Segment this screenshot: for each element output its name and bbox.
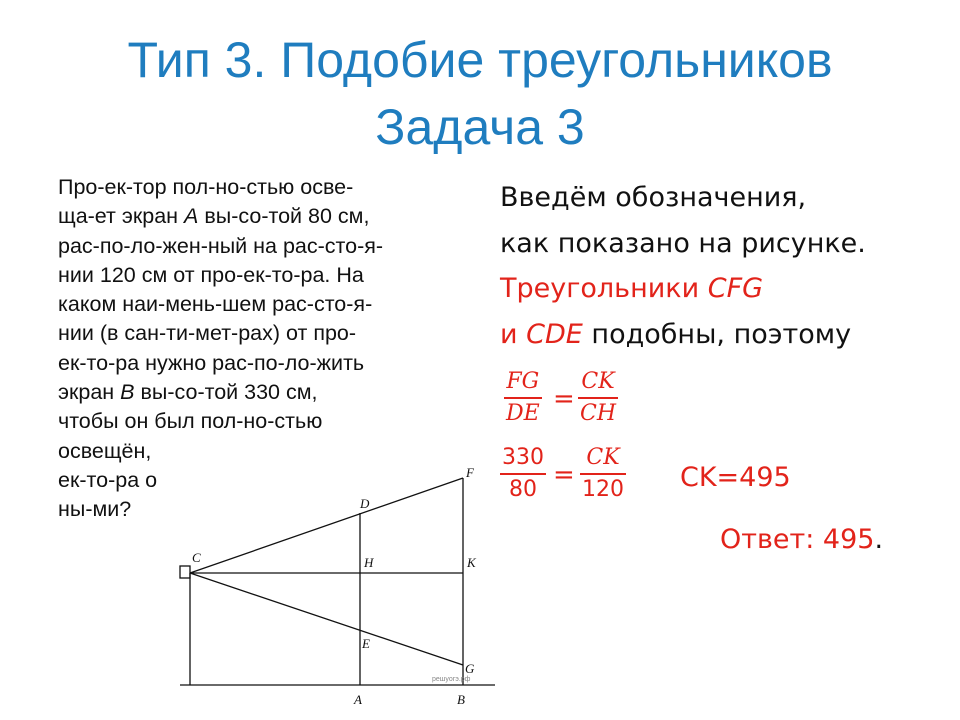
fraction-330-80: 330 80 — [502, 445, 544, 502]
fraction-ck-120: CK 120 — [582, 445, 624, 502]
screen-b-var: B — [120, 380, 135, 405]
label-k: K — [467, 555, 476, 570]
problem-line: нии (в сан-ти-мет-рах) от про- — [58, 321, 357, 346]
ray-cg — [190, 573, 463, 665]
ck-result: CK=495 — [680, 462, 791, 493]
label-a: A — [354, 692, 362, 707]
fraction-fg-de: FG DE — [506, 369, 540, 426]
problem-line: нии 120 см от про-ек-то-ра. На — [58, 262, 364, 287]
label-d: D — [360, 496, 370, 511]
label-h: H — [364, 555, 374, 570]
solution-similar-2: и CDE подобны, поэтому — [500, 319, 852, 350]
problem-line: освещён, — [58, 438, 158, 463]
problem-line: рас-по-ло-жен-ный на рас-сто-я- — [58, 233, 384, 258]
equals-sign: = — [553, 384, 575, 414]
problem-line: ща-ет экран A вы-со-той 80 см, — [58, 204, 370, 229]
ray-cf — [190, 478, 463, 573]
page-subtitle: Задача 3 — [375, 99, 585, 155]
triangle-cfg: CFG — [707, 273, 764, 304]
geometry-figure — [170, 460, 510, 715]
label-b: B — [457, 692, 465, 707]
fraction-ck-ch: CK CH — [580, 369, 617, 426]
page-title: Тип 3. Подобие треугольников — [127, 32, 833, 88]
problem-line: экран B вы-со-той 330 см, — [58, 380, 318, 405]
screen-a-var: A — [184, 204, 199, 229]
answer: Ответ: 495. — [720, 524, 884, 555]
problem-line: Про-ек-тор пол-но-стью осве- — [58, 175, 354, 199]
solution-intro-1: Введём обозначения, — [500, 182, 807, 213]
label-g: G — [465, 661, 475, 676]
problem-line: ек-то-ра о — [58, 467, 158, 492]
problem-line: ек-то-ра нужно рас-по-ло-жить — [58, 350, 365, 375]
label-c: C — [192, 550, 201, 565]
projector-box — [180, 566, 190, 578]
solution-similar-1: Треугольники CFG — [500, 273, 764, 304]
label-f: F — [466, 465, 474, 480]
problem-line: ны-ми? — [58, 497, 132, 522]
solution-intro-2: как показано на рисунке. — [500, 228, 866, 259]
problem-line: чтобы он был пол-но-стью — [58, 409, 323, 434]
label-e: E — [362, 636, 370, 651]
watermark: решуогэ.рф — [432, 676, 471, 683]
equals-sign: = — [553, 460, 575, 490]
triangle-cde: CDE — [526, 319, 583, 350]
problem-line: каком наи-мень-шем рас-сто-я- — [58, 292, 373, 317]
